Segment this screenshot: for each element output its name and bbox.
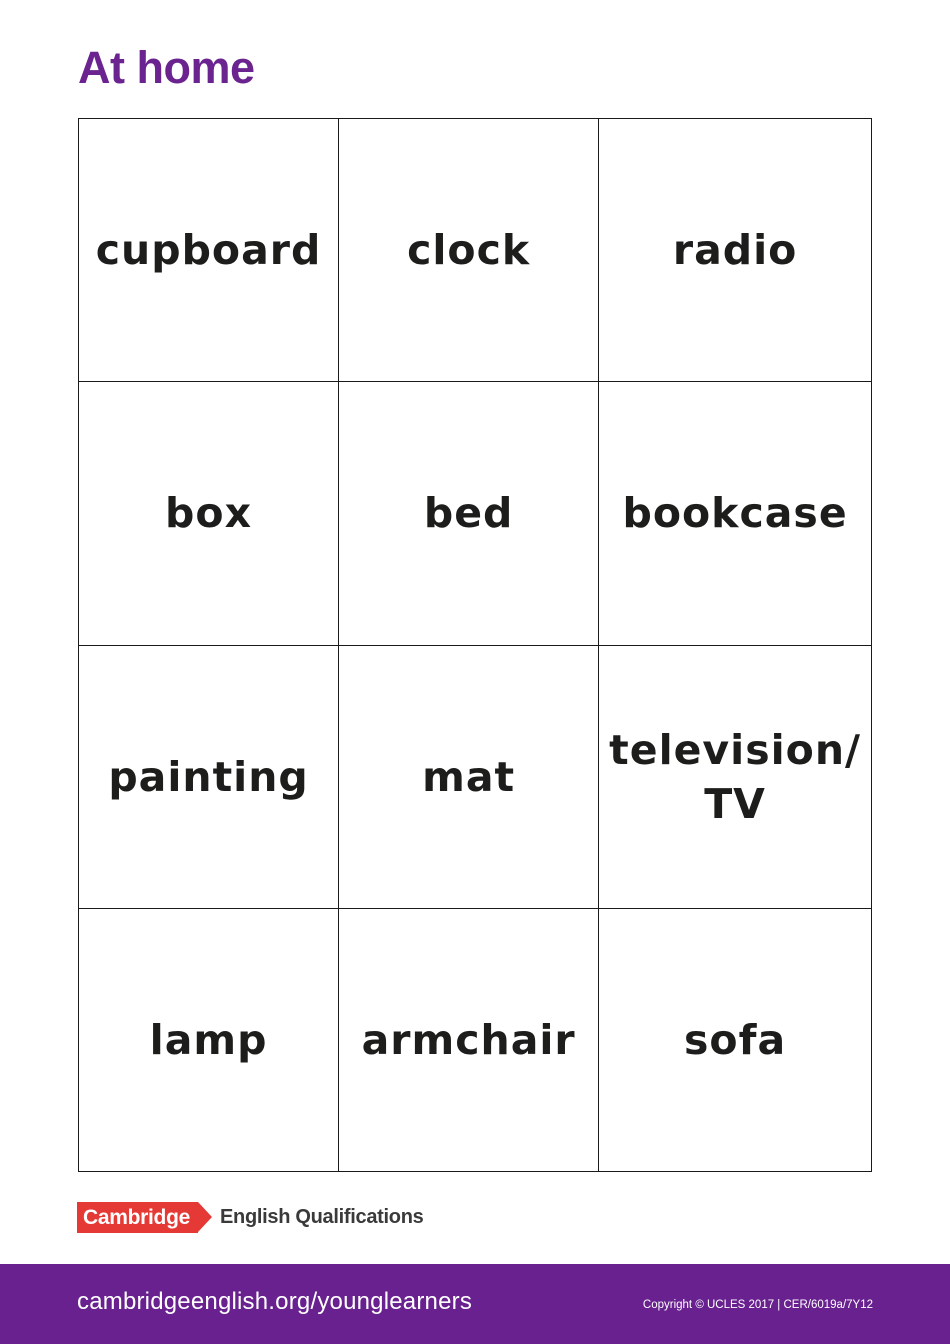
card-word: painting xyxy=(108,752,309,801)
footer-url-link[interactable]: cambridgeenglish.org/younglearners xyxy=(77,1288,473,1315)
word-card xyxy=(79,382,339,645)
word-card xyxy=(339,119,599,382)
cambridge-logo xyxy=(77,1202,423,1233)
card-word: bed xyxy=(423,489,514,538)
page-title: At home xyxy=(78,42,255,93)
card-word: bookcase xyxy=(622,489,848,538)
card-word: lamp xyxy=(149,1015,268,1064)
card-word: sofa xyxy=(684,1015,787,1064)
word-card xyxy=(339,646,599,909)
word-card xyxy=(599,382,872,645)
footer-bar xyxy=(0,1264,950,1344)
card-word: cupboard xyxy=(95,226,322,275)
word-card xyxy=(599,646,872,909)
brand-tagline: English Qualifications xyxy=(220,1206,424,1228)
word-card xyxy=(339,909,599,1172)
card-word: radio xyxy=(672,226,798,275)
cambridge-badge: Cambridge xyxy=(77,1202,198,1233)
word-card xyxy=(79,646,339,909)
card-word: television/ TV xyxy=(609,725,861,828)
card-word: box xyxy=(165,489,253,538)
word-card-grid xyxy=(78,118,872,1172)
word-card xyxy=(339,382,599,645)
card-word: clock xyxy=(407,226,531,275)
word-card xyxy=(79,119,339,382)
footer-copyright: Copyright © UCLES 2017 | CER/6019a/7Y12 xyxy=(642,1299,873,1311)
word-card xyxy=(79,909,339,1172)
card-word: mat xyxy=(422,752,516,801)
word-card xyxy=(599,119,872,382)
word-card xyxy=(599,909,872,1172)
card-word: armchair xyxy=(361,1015,576,1064)
